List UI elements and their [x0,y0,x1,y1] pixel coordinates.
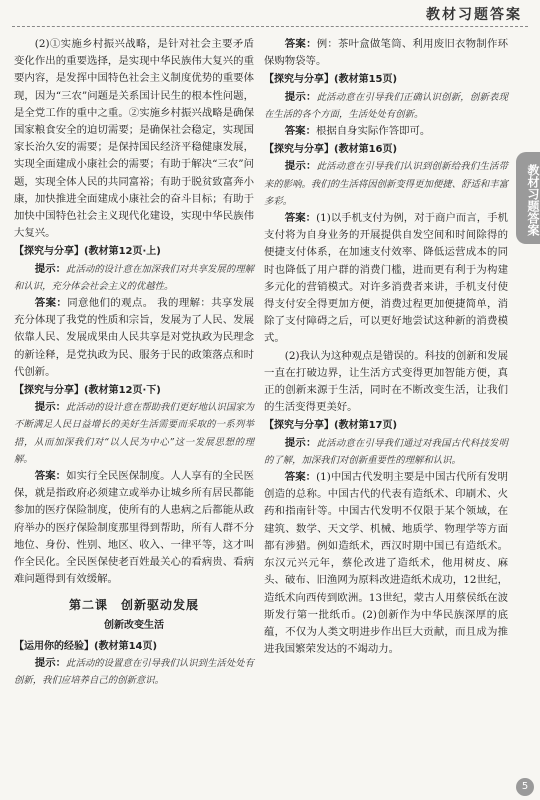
section-heading: 【探究与分享】(教材第12页·上) [14,246,161,258]
hint-label: 提示： [34,401,67,414]
hint-text: 此活动的设计意在帮助我们更好地认识国家为不断满足人民日益增长的美好生活需要而采取的一系列举措，从而加深我们对“以人民为中心”这一发展思想的理解。 [14,402,254,465]
lesson-subtitle: 创新改变生活 [104,619,164,631]
section-heading: 【探究与分享】(教材第12页·下) [14,385,161,397]
answer-paragraph [14,295,254,381]
left-column [14,36,254,788]
answer-text: 例：茶叶盒做笔筒、利用废旧衣物制作环保购物袋等。 [264,38,508,68]
hint-paragraph [264,435,508,469]
page-number: 5 [516,778,534,796]
hint-label: 提示： [284,160,317,173]
hint-label: 提示： [284,90,317,103]
hint-text: 此活动的设置意在引导我们认识到生活处处有创新，我们应培养自己的创新意识。 [14,658,254,687]
header-title: 教材习题答案 [426,7,522,23]
hint-text: 此活动意在引导我们认识到创新给我们生活带来的影响。我们的生活将因创新变得更加便捷、舒适和丰富多彩。 [264,161,508,207]
answer-paragraph [264,36,508,70]
header-divider [12,26,528,27]
hint-text: 此活动的设计意在加深我们对共享发展的理解和认识，充分体会社会主义的优越性。 [14,263,254,292]
answer-text: (1)中国古代发明主要是中国古代所有发明创造的总称。中国古代的代表有造纸术、印刷术、火药和指南针等。中国古代发明不仅限于某个领域，在建筑、数学、天文学、机械、地质学、物理学等方面都有涉猎。例如造纸术，西汉时期中国已有造纸术。东汉元兴元年，蔡伦改进了造纸术，他用树皮、麻头、破布、旧渔网为原料改进造纸术成功，12世纪，造纸术向西传到欧洲。13世纪，蒙古人用蔡侯纸在波斯发行第一批纸币。(2)创新作为中华民族深厚的底蕴，不仅为人类文明进步作出巨大贡献，而且成为推进我国繁荣发达的不竭动力。 [264,471,509,656]
answer-label: 答案： [34,297,68,310]
hint-paragraph [14,655,254,689]
answer-label: 答案： [284,471,317,484]
hint-paragraph [264,158,508,210]
section-heading: 【探究与分享】(教材第15页) [264,74,398,86]
page-header [0,0,540,28]
hint-text: 此活动意在引导我们正确认识创新，创新表现在生活的各个方面，生活处处有创新。 [264,91,508,120]
hint-text: 此活动意在引导我们通过对我国古代科技发明的了解，加深我们对创新重要性的理解和认识。 [264,437,508,466]
answer-text: 如实行全民医保制度。人人享有的全民医保，就是指政府必须建立或举办让城乡所有居民都能参加的医疗保险制度，使所有的人患病之后都能从政府举办的医疗保险制度那里得到帮助，所有人群不分地位、身份、性别、地区、收入、一律平等，这才叫作全民化。全民医保使老百姓最关心的看病贵、看病难问题得到有效缓解。 [14,470,255,586]
hint-label: 提示： [284,436,317,449]
hint-label: 提示： [34,657,67,670]
hint-label: 提示： [34,262,67,275]
hint-paragraph [14,399,254,468]
hint-paragraph [14,261,254,295]
answer-paragraph: (2)①实施乡村振兴战略，是针对社会主要矛盾变化作出的重要选择，是实现中华民族伟大复兴的重要内容，是发挥中国特色社会主义制度优势的重要体现，因为“三农”问题是关系国计民生的根本性问题，是全党工作的重中之重。②实施乡村振兴战略是确保国家粮食安全的迫切需要；是确保社会稳定，实现国家长治久安的需要；是保持国民经济平稳健康发展，实现全面建成小康社会的需要；有助于解决“三农”问题，实现全体人民的共同富裕；有助于脱贫致富奔小康，加快推进全面建成小康社会的奋斗目标；有助于加快中国特色社会主义现代化建设，实现中华民族伟大复兴。 [14,38,254,240]
answer-paragraph [14,468,254,588]
answer-label: 答案： [34,470,67,483]
section-heading: 【探究与分享】(教材第16页) [264,144,398,156]
hint-paragraph [264,89,508,123]
answer-paragraph [264,123,508,140]
answer-paragraph: (2)我认为这种观点是错误的。科技的创新和发展一直在打破边界，让生活方式变得更加智能方便，真正的创新来源于生活，同时在不断改变生活，让我们的生活变得更美好。 [264,349,508,414]
answer-paragraph [264,210,508,348]
section-heading: 【运用你的经验】(教材第14页) [14,640,158,652]
answer-text: 同意他们的观点。 我的理解：共享发展充分体现了我党的性质和宗旨，发展为了人民、发展依靠人民、发展成果由人民共享是对党执政为民理念的新诠释，是党执政为民、服务于民的政策落点和时代创新。 [14,297,254,378]
answer-label: 答案： [284,38,317,50]
answer-paragraph [264,469,508,658]
section-heading: 【探究与分享】(教材第17页) [264,420,398,432]
lesson-title: 第二课 创新驱动发展 [68,597,199,612]
right-column [264,36,508,788]
side-tab: 教材习题答案 [516,152,540,244]
answer-text: (1)以手机支付为例，对于商户而言，手机支付将为自身业务的开展提供自发空间和时间除得的便捷支付体系，在加速支付效率、降低运营成本的同时也降低了用户群的消费门槛，进而更有利于为构建多元化的营销模式。对许多消费者来讲，手机支付使得支付安全得更加方便，消费过程更加便捷简单，消除了支付障碍之后，可以更好地尝试这种新的消费模式。 [264,212,509,345]
answer-label: 答案： [284,125,316,138]
answer-text: 根据自身实际作答即可。 [315,125,431,138]
answer-label: 答案： [284,212,317,225]
